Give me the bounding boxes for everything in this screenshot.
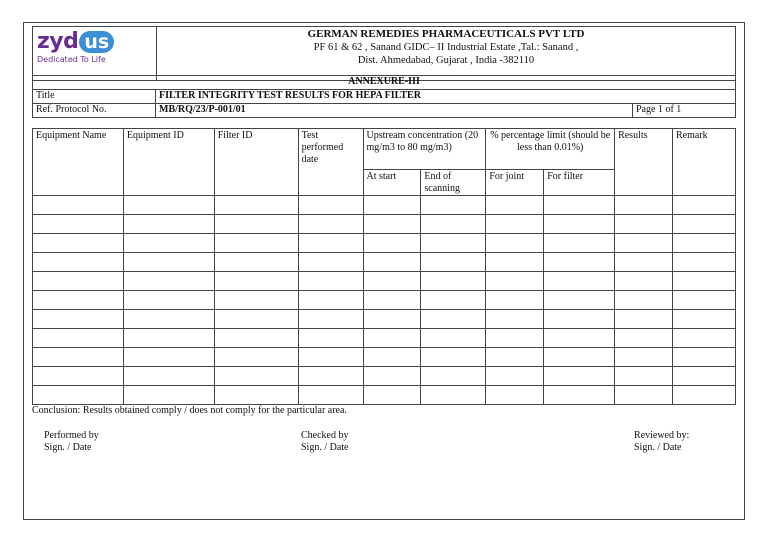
table-cell[interactable]	[673, 367, 736, 386]
table-cell[interactable]	[363, 272, 421, 291]
table-cell[interactable]	[363, 348, 421, 367]
table-cell[interactable]	[33, 310, 124, 329]
table-cell[interactable]	[123, 291, 214, 310]
logo-prefix: zyd	[37, 29, 79, 54]
table-cell[interactable]	[673, 215, 736, 234]
table-cell[interactable]	[123, 253, 214, 272]
table-cell[interactable]	[123, 272, 214, 291]
table-cell[interactable]	[486, 234, 544, 253]
table-cell[interactable]	[615, 291, 673, 310]
logo-cell	[33, 27, 157, 81]
table-cell[interactable]	[298, 348, 363, 367]
table-cell[interactable]	[214, 234, 298, 253]
col-equipment-id: Equipment ID	[123, 129, 214, 196]
table-cell[interactable]	[673, 291, 736, 310]
header-table	[32, 26, 736, 81]
table-cell[interactable]	[123, 367, 214, 386]
table-cell[interactable]	[363, 291, 421, 310]
table-cell[interactable]	[421, 196, 486, 215]
table-cell[interactable]	[33, 329, 124, 348]
table-body	[33, 196, 736, 405]
table-cell[interactable]	[486, 386, 544, 405]
table-cell[interactable]	[214, 291, 298, 310]
table-cell[interactable]	[673, 196, 736, 215]
table-cell[interactable]	[298, 253, 363, 272]
table-cell[interactable]	[544, 367, 615, 386]
table-cell[interactable]	[123, 196, 214, 215]
table-cell[interactable]	[544, 215, 615, 234]
table-cell[interactable]	[544, 272, 615, 291]
table-cell[interactable]	[421, 253, 486, 272]
table-cell[interactable]	[486, 253, 544, 272]
col-percent-limit: % percentage limit (should be less than 0.01%)	[486, 129, 615, 170]
table-cell[interactable]	[673, 329, 736, 348]
table-cell[interactable]	[421, 310, 486, 329]
table-cell[interactable]	[33, 367, 124, 386]
table-row	[33, 196, 736, 215]
table-cell[interactable]	[363, 215, 421, 234]
table-cell[interactable]	[544, 329, 615, 348]
table-cell[interactable]	[123, 310, 214, 329]
table-cell[interactable]	[33, 291, 124, 310]
table-row	[33, 386, 736, 405]
table-cell[interactable]	[363, 386, 421, 405]
table-cell[interactable]	[486, 367, 544, 386]
company-address-line1: PF 61 & 62 , Sanand GIDC– II Industrial Estate ,Tal.: Sanand ,	[313, 42, 579, 53]
table-cell[interactable]	[615, 329, 673, 348]
table-row	[33, 348, 736, 367]
table-cell[interactable]	[123, 348, 214, 367]
table-cell[interactable]	[544, 386, 615, 405]
table-row	[33, 234, 736, 253]
table-cell[interactable]	[214, 329, 298, 348]
table-cell[interactable]	[421, 367, 486, 386]
table-cell[interactable]	[298, 310, 363, 329]
table-cell[interactable]	[421, 234, 486, 253]
table-cell[interactable]	[615, 386, 673, 405]
col-upstream: Upstream concentration (20 mg/m3 to 80 mg/m3)	[363, 129, 486, 170]
table-cell[interactable]	[421, 386, 486, 405]
title-value: FILTER INTEGRITY TEST RESULTS FOR HEPA FILTER	[156, 90, 736, 104]
table-row	[33, 253, 736, 272]
table-cell[interactable]	[673, 272, 736, 291]
table-cell[interactable]	[421, 291, 486, 310]
checked-sign-date: Sign. / Date	[301, 442, 349, 453]
table-cell[interactable]	[298, 367, 363, 386]
table-row	[33, 272, 736, 291]
table-row	[33, 291, 736, 310]
results-table	[32, 128, 736, 405]
table-cell[interactable]	[33, 253, 124, 272]
title-label: Title	[33, 90, 156, 104]
conclusion-text: Conclusion: Results obtained comply / does not comply for the particular area.	[32, 405, 347, 416]
table-cell[interactable]	[123, 234, 214, 253]
table-cell[interactable]	[298, 386, 363, 405]
col-for-filter: For filter	[544, 170, 615, 196]
reviewed-sign-date: Sign. / Date	[634, 442, 682, 453]
table-cell[interactable]	[615, 272, 673, 291]
annexure-heading: ANNEXURE-III	[33, 76, 736, 90]
col-for-joint: For joint	[486, 170, 544, 196]
table-cell[interactable]	[123, 329, 214, 348]
table-cell[interactable]	[544, 310, 615, 329]
table-cell[interactable]	[214, 215, 298, 234]
table-cell[interactable]	[673, 253, 736, 272]
logo-pill: us	[79, 31, 114, 53]
table-cell[interactable]	[214, 196, 298, 215]
col-filter-id: Filter ID	[214, 129, 298, 196]
table-cell[interactable]	[363, 234, 421, 253]
col-at-start: At start	[363, 170, 421, 196]
table-cell[interactable]	[33, 234, 124, 253]
table-cell[interactable]	[544, 291, 615, 310]
table-cell[interactable]	[673, 348, 736, 367]
table-cell[interactable]	[214, 348, 298, 367]
table-cell[interactable]	[123, 386, 214, 405]
reviewed-by-label: Reviewed by:	[634, 430, 690, 441]
table-cell[interactable]	[214, 253, 298, 272]
performed-by-label: Performed by	[44, 430, 99, 441]
table-cell[interactable]	[421, 348, 486, 367]
table-cell[interactable]	[615, 215, 673, 234]
table-cell[interactable]	[486, 272, 544, 291]
table-cell[interactable]	[486, 291, 544, 310]
table-cell[interactable]	[298, 215, 363, 234]
table-cell[interactable]	[298, 196, 363, 215]
table-cell[interactable]	[363, 329, 421, 348]
table-cell[interactable]	[363, 310, 421, 329]
table-cell[interactable]	[33, 272, 124, 291]
ref-value: MB/RQ/23/P-001/01	[156, 104, 633, 118]
company-address-line2: Dist. Ahmedabad, Gujarat , India -382110	[357, 55, 535, 66]
table-row	[33, 329, 736, 348]
zydus-logo	[37, 30, 152, 54]
table-cell[interactable]	[214, 386, 298, 405]
table-cell[interactable]	[615, 253, 673, 272]
checked-by-block	[301, 430, 349, 454]
checked-by-label: Checked by	[301, 430, 349, 441]
table-cell[interactable]	[486, 310, 544, 329]
table-cell[interactable]	[544, 196, 615, 215]
table-cell[interactable]	[33, 196, 124, 215]
table-cell[interactable]	[544, 234, 615, 253]
table-cell[interactable]	[33, 386, 124, 405]
table-cell[interactable]	[615, 196, 673, 215]
table-cell[interactable]	[298, 329, 363, 348]
table-cell[interactable]	[214, 272, 298, 291]
table-cell[interactable]	[363, 253, 421, 272]
table-cell[interactable]	[615, 367, 673, 386]
table-row	[33, 367, 736, 386]
table-cell[interactable]	[673, 234, 736, 253]
company-cell	[157, 27, 736, 81]
table-cell[interactable]	[33, 348, 124, 367]
table-cell[interactable]	[615, 234, 673, 253]
table-cell[interactable]	[486, 329, 544, 348]
table-cell[interactable]	[33, 215, 124, 234]
table-cell[interactable]	[544, 253, 615, 272]
table-cell[interactable]	[615, 348, 673, 367]
table-cell[interactable]	[615, 310, 673, 329]
table-cell[interactable]	[298, 272, 363, 291]
table-cell[interactable]	[298, 291, 363, 310]
table-cell[interactable]	[486, 196, 544, 215]
table-cell[interactable]	[486, 348, 544, 367]
table-cell[interactable]	[214, 310, 298, 329]
col-results: Results	[615, 129, 673, 196]
performed-by-block	[44, 430, 99, 454]
table-cell[interactable]	[544, 348, 615, 367]
table-cell[interactable]	[486, 215, 544, 234]
table-cell[interactable]	[421, 329, 486, 348]
col-test-date: Test performed date	[298, 129, 363, 196]
meta-table	[32, 75, 736, 118]
table-cell[interactable]	[673, 310, 736, 329]
logo-tagline: Dedicated To Life	[37, 55, 106, 64]
table-row	[33, 215, 736, 234]
table-cell[interactable]	[363, 196, 421, 215]
page-info: Page 1 of 1	[633, 104, 736, 118]
table-cell[interactable]	[298, 234, 363, 253]
col-end-scanning: End of scanning	[421, 170, 486, 196]
table-cell[interactable]	[214, 367, 298, 386]
table-cell[interactable]	[673, 386, 736, 405]
col-equipment-name: Equipment Name	[33, 129, 124, 196]
table-cell[interactable]	[363, 367, 421, 386]
table-cell[interactable]	[421, 272, 486, 291]
table-cell[interactable]	[123, 215, 214, 234]
reviewed-by-block	[634, 430, 689, 454]
col-remark: Remark	[673, 129, 736, 196]
ref-label: Ref. Protocol No.	[33, 104, 156, 118]
table-row	[33, 310, 736, 329]
table-cell[interactable]	[421, 215, 486, 234]
company-name: GERMAN REMEDIES PHARMACEUTICALS PVT LTD	[307, 28, 585, 40]
performed-sign-date: Sign. / Date	[44, 442, 92, 453]
